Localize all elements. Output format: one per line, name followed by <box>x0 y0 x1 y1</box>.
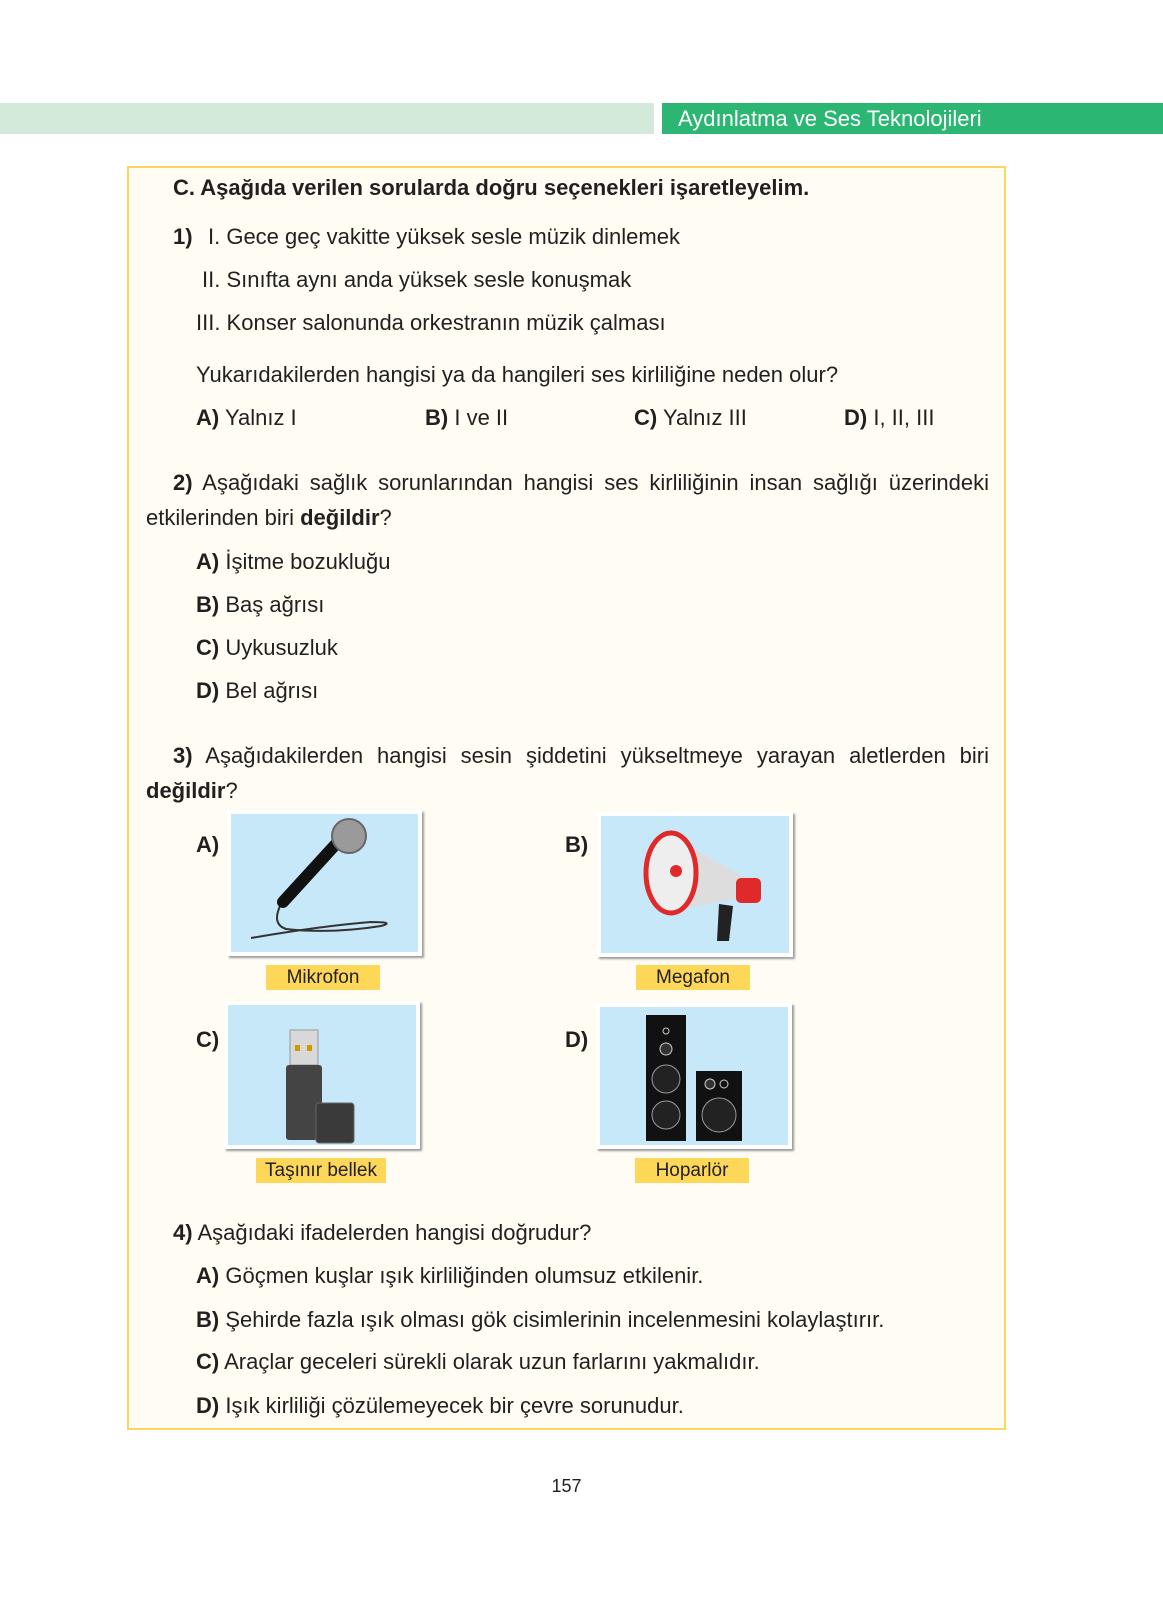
usb-flash-drive-image[interactable] <box>224 1001 420 1149</box>
option-letter: D) <box>196 678 220 703</box>
q1-question: Yukarıdakilerden hangisi ya da hangileri ses kirliliğine neden olur? <box>196 362 839 387</box>
option-letter: D) <box>844 405 868 430</box>
option-letter: A) <box>196 405 220 430</box>
option-letter: C) <box>196 1349 220 1374</box>
option-text: I, II, III <box>873 405 935 430</box>
option-text: Yalnız I <box>224 405 297 430</box>
chapter-title: Aydınlatma ve Ses Teknolojileri <box>662 103 1163 134</box>
q3-text: ? <box>225 778 238 803</box>
q3-option-a-label: Mikrofon <box>266 965 380 990</box>
q3-option-b-label: Megafon <box>636 965 750 990</box>
q4-text: Aşağıdaki ifadelerden hangisi doğrudur? <box>197 1220 592 1245</box>
q3-question-line1 <box>146 743 989 769</box>
q2-number: 2) <box>173 470 193 495</box>
option-letter: C) <box>634 405 658 430</box>
q2-option-b[interactable] <box>196 592 324 618</box>
q2-text: ? <box>379 505 392 530</box>
option-text: I ve II <box>454 405 509 430</box>
q3-number: 3) <box>173 743 193 768</box>
q3-question-line2 <box>146 778 238 804</box>
q3-option-d-label: Hoparlör <box>635 1158 749 1183</box>
q1-option-d[interactable] <box>844 405 934 431</box>
q4-question <box>173 1220 591 1246</box>
q2-emphasis: değildir <box>300 505 380 530</box>
q1-statement: I. Gece geç vakitte yüksek sesle müzik dinlemek <box>208 224 680 249</box>
q4-option-c[interactable] <box>196 1349 760 1375</box>
option-text: Şehirde fazla ışık olması gök cisimlerinin incelenmesini kolaylaştırır. <box>225 1307 885 1332</box>
q3-emphasis: değildir <box>146 778 226 803</box>
q3-option-c-label: Taşınır bellek <box>256 1158 386 1183</box>
megaphone-image[interactable] <box>597 812 793 957</box>
page-number: 157 <box>551 1476 582 1496</box>
q2-question-line2 <box>146 505 392 531</box>
q4-option-a[interactable] <box>196 1263 703 1289</box>
q1-option-b[interactable] <box>425 405 508 431</box>
q2-text: etkilerinden biri <box>146 505 301 530</box>
q4-option-b[interactable] <box>196 1307 884 1333</box>
option-text: İşitme bozukluğu <box>225 549 391 574</box>
option-text: Bel ağrısı <box>225 678 319 703</box>
option-letter: C) <box>196 635 220 660</box>
q3-option-d-letter[interactable]: D) <box>565 1027 589 1052</box>
option-letter: B) <box>425 405 449 430</box>
q1-statement: II. Sınıfta aynı anda yüksek sesle konuşmak <box>202 267 632 292</box>
q3-option-c-letter[interactable]: C) <box>196 1027 220 1052</box>
option-text: Işık kirliliği çözülemeyecek bir çevre sorunudur. <box>225 1393 684 1418</box>
q3-text: Aşağıdakilerden hangisi sesin şiddetini yükseltmeye yarayan aletlerden biri <box>205 743 989 768</box>
q1-option-a[interactable] <box>196 405 297 431</box>
q3-option-a-letter[interactable]: A) <box>196 832 220 857</box>
option-text: Araçlar geceleri sürekli olarak uzun farlarını yakmalıdır. <box>224 1349 760 1374</box>
q1-option-c[interactable] <box>634 405 747 431</box>
q2-text: Aşağıdaki sağlık sorunlarından hangisi ses kirliliğinin insan sağlığı üzerindeki <box>202 470 989 495</box>
option-letter: B) <box>196 1307 220 1332</box>
q4-option-d[interactable] <box>196 1393 684 1419</box>
q4-number: 4) <box>173 1220 193 1245</box>
speakers-image[interactable] <box>596 1003 792 1149</box>
option-letter: A) <box>196 1263 220 1288</box>
q2-option-c[interactable] <box>196 635 338 661</box>
q3-option-b-letter[interactable]: B) <box>565 832 589 857</box>
option-text: Uykusuzluk <box>225 635 338 660</box>
option-letter: B) <box>196 592 220 617</box>
section-title: C. Aşağıda verilen sorularda doğru seçenekleri işaretleyelim. <box>173 175 810 200</box>
q2-option-d[interactable] <box>196 678 318 704</box>
q1-number: 1) <box>173 224 193 249</box>
header-band <box>0 103 654 134</box>
q1-statement: III. Konser salonunda orkestranın müzik çalması <box>196 310 666 335</box>
option-text: Göçmen kuşlar ışık kirliliğinden olumsuz etkilenir. <box>225 1263 704 1288</box>
option-text: Baş ağrısı <box>225 592 325 617</box>
microphone-image[interactable] <box>227 810 422 956</box>
q2-question-line1 <box>146 470 989 496</box>
option-letter: A) <box>196 549 220 574</box>
option-text: Yalnız III <box>662 405 747 430</box>
q2-option-a[interactable] <box>196 549 390 575</box>
option-letter: D) <box>196 1393 220 1418</box>
